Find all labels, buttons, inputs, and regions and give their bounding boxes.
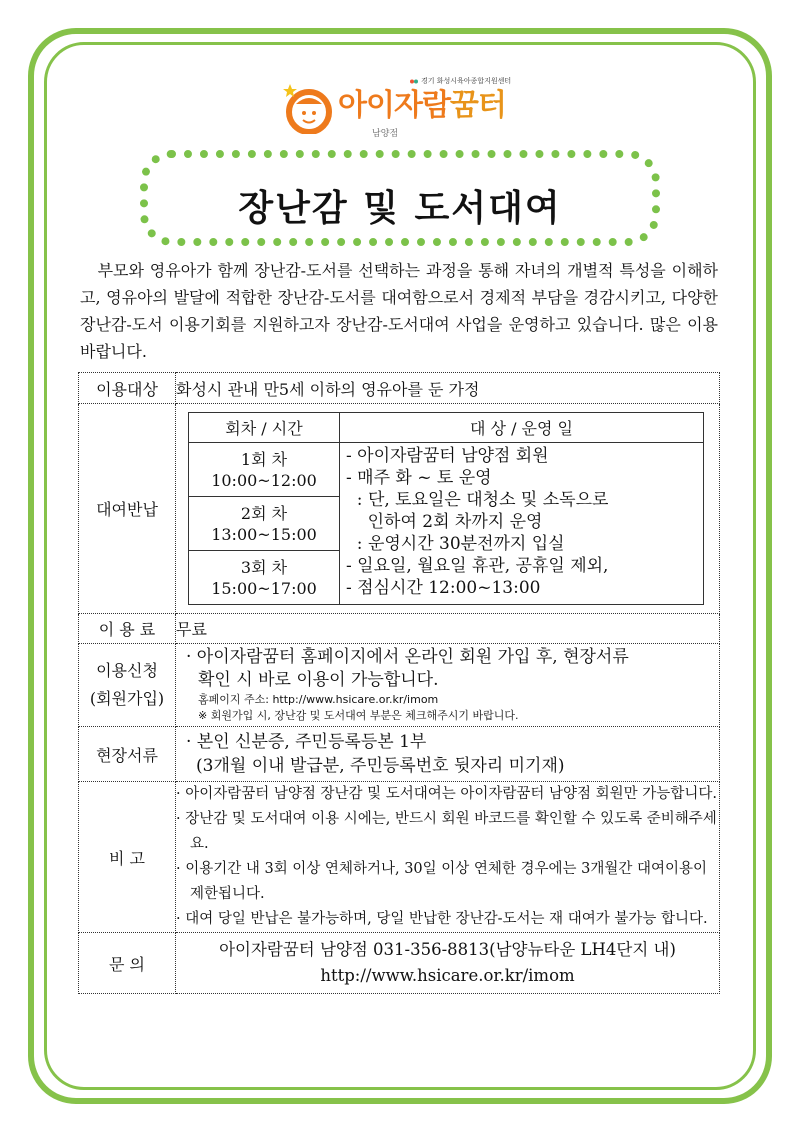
intro-text: 부모와 영유아가 함께 장난감-도서를 선택하는 과정을 통해 자녀의 개별적 특성을 이해하고, 영유아의 발달에 적합한 장난감-도서를 대여함으로서 경제적 부담을 경감시키고, 다양한 장난감-도서 이용기회를 지원하고자 장난감-도서대여 사업을 운영하고 있습니다. 많은 이용 바랍니다. xyxy=(80,261,718,361)
apply-label-line2: (회원가입) xyxy=(89,689,165,708)
page-title: 장난감 및 도서대여 xyxy=(238,188,562,229)
remark-item: · 이용기간 내 3회 이상 연체하거나, 30일 이상 연체한 경우에는 3개월간 대여이용이 제한됩니다. xyxy=(176,861,708,902)
detail-line: 인하여 2회 차까지 운영 xyxy=(346,512,543,532)
slot-name: 2회 차 xyxy=(240,503,288,523)
detail-line: - 아이자람꿈터 남양점 회원 xyxy=(346,446,549,466)
child-face-icon xyxy=(282,82,334,134)
row-remarks xyxy=(79,782,720,933)
remarks-list xyxy=(176,782,720,933)
apply-note: ※ 회원가입 시, 장난감 및 도서대여 부분은 체크해주시기 바랍니다. xyxy=(198,709,519,722)
logo-organization xyxy=(410,76,511,86)
slot-time: 15:00~17:00 xyxy=(211,578,317,598)
remarks-label: 비 고 xyxy=(79,782,176,933)
contact-url[interactable]: http://www.hsicare.or.kr/imom xyxy=(320,966,575,985)
logo-org-text: 경기 화성시육아종합지원센터 xyxy=(421,77,512,85)
slot-name: 1회 차 xyxy=(240,449,288,469)
logo-name-part1: 아이자람 xyxy=(338,88,450,123)
row-apply xyxy=(79,644,720,727)
remark-item: · 장난감 및 도서대여 이용 시에는, 반드시 회원 바코드를 확인할 수 있도록 준비해주세요. xyxy=(176,811,717,852)
docs-line1: · 본인 신분증, 주민등록등본 1부 xyxy=(186,732,427,752)
apply-value xyxy=(176,644,720,727)
row-fee xyxy=(79,614,720,644)
apply-line1: · 아이자람꿈터 홈페이지에서 온라인 회원 가입 후, 현장서류 xyxy=(186,647,629,667)
apply-line2: 확인 시 바로 이용이 가능합니다. xyxy=(198,670,439,690)
detail-line: : 운영시간 30분전까지 입실 xyxy=(346,534,565,554)
apply-label-line1: 이용신청 xyxy=(96,661,158,680)
logo-wordmark xyxy=(338,90,506,122)
rental-cell xyxy=(176,404,720,614)
slot-time: 13:00~15:00 xyxy=(211,524,317,544)
apply-label xyxy=(79,644,176,727)
org-mark-icon xyxy=(410,78,419,85)
detail-line: - 매주 화 ~ 토 운영 xyxy=(346,468,492,488)
docs-label: 현장서류 xyxy=(79,727,176,782)
schedule-table xyxy=(188,412,704,605)
target-label: 이용대상 xyxy=(79,373,176,404)
remark-item: · 아이자람꿈터 남양점 장난감 및 도서대여는 아이자람꿈터 남양점 회원만 가능합니다. xyxy=(176,786,717,802)
contact-value xyxy=(176,933,720,994)
row-docs xyxy=(79,727,720,782)
slot-name: 3회 차 xyxy=(240,557,288,577)
schedule-details xyxy=(340,443,704,605)
title-frame xyxy=(140,150,660,246)
detail-line: - 점심시간 12:00~13:00 xyxy=(346,578,541,598)
docs-line2: (3개월 이내 발급분, 주민등록번호 뒷자리 미기재) xyxy=(196,756,565,776)
intro-paragraph xyxy=(80,257,718,365)
slot-time: 10:00~12:00 xyxy=(211,470,317,490)
target-value: 화성시 관내 만5세 이하의 영유아를 둔 가정 xyxy=(176,373,720,404)
docs-value xyxy=(176,727,720,782)
detail-line: : 단, 토요일은 대청소 및 소독으로 xyxy=(346,490,609,510)
schedule-header-target: 대 상 / 운영 일 xyxy=(340,413,704,443)
logo-name-part2: 꿈터 xyxy=(449,88,506,123)
fee-value: 무료 xyxy=(176,614,720,644)
fee-label: 이 용 료 xyxy=(79,614,176,644)
slot-2 xyxy=(189,497,340,551)
logo-branch: 남양점 xyxy=(372,129,399,139)
row-target xyxy=(79,373,720,404)
brand-logo xyxy=(282,76,532,142)
contact-label: 문 의 xyxy=(79,933,176,994)
schedule-header-time: 회차 / 시간 xyxy=(189,413,340,443)
row-rental xyxy=(79,404,720,614)
slot-3 xyxy=(189,551,340,605)
slot-1 xyxy=(189,443,340,497)
homepage-address: 홈페이지 주소: http://www.hsicare.or.kr/imom xyxy=(198,693,439,706)
info-table xyxy=(78,372,720,994)
rental-label: 대여반납 xyxy=(79,404,176,614)
detail-line: - 일요일, 월요일 휴관, 공휴일 제외, xyxy=(346,556,609,576)
remark-item: · 대여 당일 반납은 불가능하며, 당일 반납한 장난감-도서는 재 대여가 불가능 합니다. xyxy=(176,911,708,927)
contact-phone: 아이자람꿈터 남양점 031-356-8813(남양뉴타운 LH4단지 내) xyxy=(219,940,676,959)
row-contact xyxy=(79,933,720,994)
